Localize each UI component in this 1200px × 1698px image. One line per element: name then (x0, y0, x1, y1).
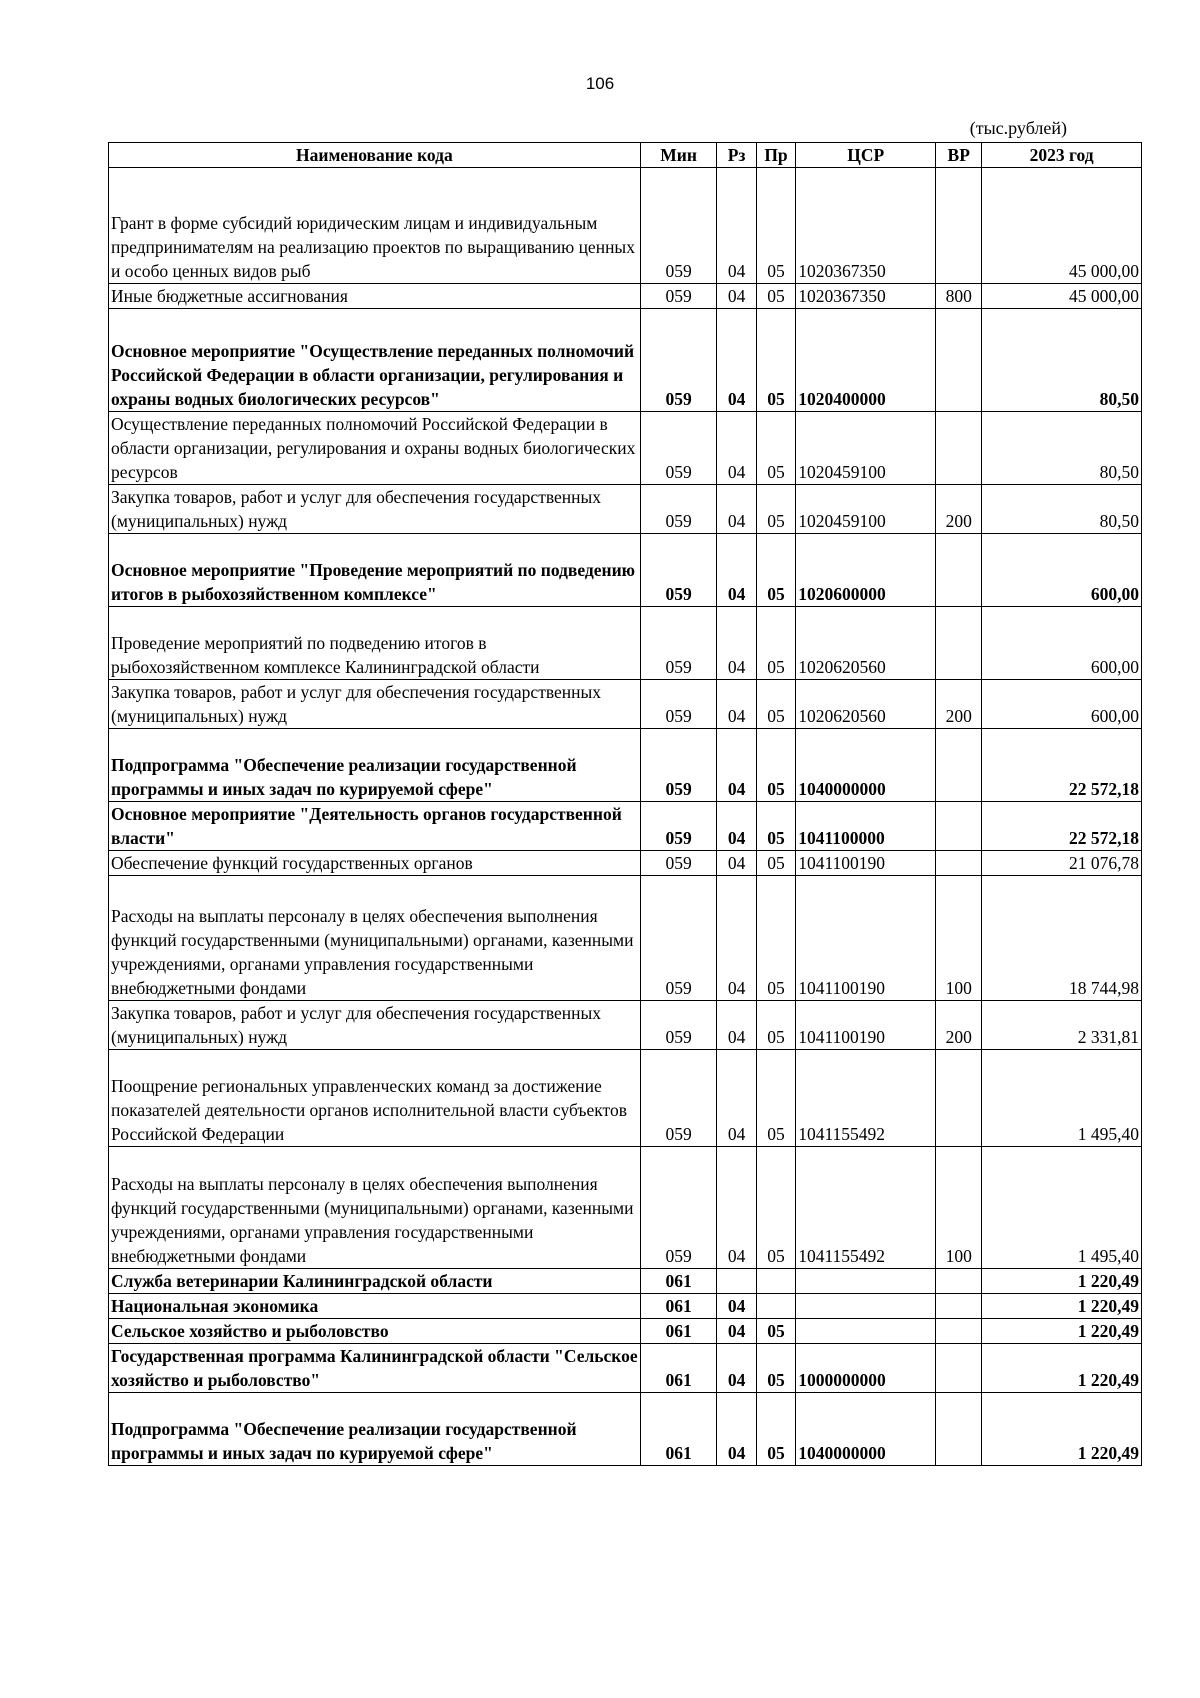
cell-vr (936, 802, 982, 851)
cell-min: 061 (640, 1269, 717, 1294)
cell-pr: 05 (756, 1147, 795, 1269)
cell-pr: 05 (756, 802, 795, 851)
table-row (109, 1050, 1142, 1147)
cell-pr: 05 (756, 607, 795, 680)
cell-vr: 200 (936, 680, 982, 729)
cell-pr: 05 (756, 1344, 795, 1393)
cell-pr: 05 (756, 485, 795, 534)
cell-rz: 04 (717, 1393, 756, 1466)
cell-min: 061 (640, 1319, 717, 1344)
cell-vr (936, 1050, 982, 1147)
cell-min: 059 (640, 534, 717, 607)
table-row (109, 1344, 1142, 1393)
cell-min: 059 (640, 680, 717, 729)
table-row (109, 729, 1142, 802)
table-row (109, 607, 1142, 680)
cell-name: Подпрограмма "Обеспечение реализации государственной программы и иных задач по курируемой сфере" (109, 1393, 641, 1466)
cell-amount: 2 331,81 (982, 1001, 1142, 1050)
cell-min: 059 (640, 1050, 717, 1147)
table-row (109, 802, 1142, 851)
cell-csr: 1040000000 (796, 1393, 936, 1466)
cell-amount: 80,50 (982, 412, 1142, 485)
cell-csr: 1041100190 (796, 1001, 936, 1050)
cell-csr (796, 1319, 936, 1344)
cell-csr: 1020620560 (796, 607, 936, 680)
cell-rz: 04 (717, 284, 756, 309)
cell-rz: 04 (717, 876, 756, 1001)
cell-name: Служба ветеринарии Калининградской области (109, 1269, 641, 1294)
units-label: (тыс.рублей) (969, 118, 1067, 138)
cell-csr: 1020459100 (796, 412, 936, 485)
cell-rz: 04 (717, 1344, 756, 1393)
cell-amount: 22 572,18 (982, 729, 1142, 802)
table-row (109, 1269, 1142, 1294)
cell-pr: 05 (756, 876, 795, 1001)
cell-min: 061 (640, 1294, 717, 1319)
cell-vr (936, 607, 982, 680)
cell-csr: 1020367350 (796, 284, 936, 309)
table-header-row (109, 143, 1142, 168)
cell-min: 059 (640, 802, 717, 851)
cell-min: 059 (640, 1001, 717, 1050)
cell-pr: 05 (756, 284, 795, 309)
cell-pr: 05 (756, 412, 795, 485)
cell-csr: 1020400000 (796, 309, 936, 412)
cell-vr: 200 (936, 1001, 982, 1050)
page-number: 106 (585, 74, 615, 93)
col-header-csr: ЦСР (796, 143, 936, 168)
cell-vr (936, 534, 982, 607)
cell-csr: 1041100190 (796, 851, 936, 876)
cell-min: 059 (640, 1147, 717, 1269)
cell-rz: 04 (717, 1147, 756, 1269)
cell-rz: 04 (717, 1294, 756, 1319)
cell-amount: 1 220,49 (982, 1269, 1142, 1294)
cell-pr (756, 1269, 795, 1294)
table-body (109, 168, 1142, 1466)
cell-min: 059 (640, 168, 717, 284)
cell-min: 061 (640, 1344, 717, 1393)
cell-name: Национальная экономика (109, 1294, 641, 1319)
cell-pr (756, 1294, 795, 1319)
cell-name: Основное мероприятие "Деятельность органов государственной власти" (109, 802, 641, 851)
table-row (109, 284, 1142, 309)
cell-min: 059 (640, 309, 717, 412)
table-row (109, 1147, 1142, 1269)
table-row (109, 851, 1142, 876)
cell-csr: 1041155492 (796, 1050, 936, 1147)
cell-min: 061 (640, 1393, 717, 1466)
cell-pr: 05 (756, 1001, 795, 1050)
cell-name: Расходы на выплаты персоналу в целях обеспечения выполнения функций государственными (муниципальными) органами, казенными учреждениями, органами управления государственными внебюджетными фондами (109, 876, 641, 1001)
col-header-vr: ВР (936, 143, 982, 168)
cell-amount: 1 220,49 (982, 1294, 1142, 1319)
cell-min: 059 (640, 607, 717, 680)
cell-rz: 04 (717, 1001, 756, 1050)
cell-name: Осуществление переданных полномочий Российской Федерации в области организации, регулирования и охраны водных биологических ресурсов (109, 412, 641, 485)
cell-name: Обеспечение функций государственных органов (109, 851, 641, 876)
table-row (109, 309, 1142, 412)
cell-csr: 1020620560 (796, 680, 936, 729)
cell-amount: 80,50 (982, 309, 1142, 412)
table-row (109, 1319, 1142, 1344)
table-row (109, 412, 1142, 485)
cell-rz: 04 (717, 309, 756, 412)
cell-vr (936, 1319, 982, 1344)
cell-amount: 1 495,40 (982, 1050, 1142, 1147)
cell-pr: 05 (756, 851, 795, 876)
cell-vr (936, 309, 982, 412)
cell-min: 059 (640, 876, 717, 1001)
cell-name: Закупка товаров, работ и услуг для обеспечения государственных (муниципальных) нужд (109, 680, 641, 729)
cell-name: Иные бюджетные ассигнования (109, 284, 641, 309)
col-header-min: Мин (640, 143, 717, 168)
cell-csr: 1040000000 (796, 729, 936, 802)
cell-rz: 04 (717, 1050, 756, 1147)
cell-pr: 05 (756, 680, 795, 729)
cell-csr: 1041100000 (796, 802, 936, 851)
cell-amount: 1 495,40 (982, 1147, 1142, 1269)
col-header-name: Наименование кода (109, 143, 641, 168)
cell-amount: 80,50 (982, 485, 1142, 534)
cell-pr: 05 (756, 534, 795, 607)
table-row (109, 1393, 1142, 1466)
cell-pr: 05 (756, 309, 795, 412)
table-row (109, 876, 1142, 1001)
cell-csr: 1000000000 (796, 1344, 936, 1393)
cell-amount: 600,00 (982, 607, 1142, 680)
cell-rz: 04 (717, 607, 756, 680)
cell-amount: 18 744,98 (982, 876, 1142, 1001)
cell-csr (796, 1294, 936, 1319)
col-header-year: 2023 год (982, 143, 1142, 168)
table-row (109, 1294, 1142, 1319)
cell-amount: 45 000,00 (982, 168, 1142, 284)
cell-name: Проведение мероприятий по подведению итогов в рыбохозяйственном комплексе Калининградской области (109, 607, 641, 680)
cell-vr (936, 412, 982, 485)
cell-amount: 600,00 (982, 534, 1142, 607)
col-header-rz: Рз (717, 143, 756, 168)
col-header-pr: Пр (756, 143, 795, 168)
cell-pr: 05 (756, 168, 795, 284)
cell-vr: 800 (936, 284, 982, 309)
cell-amount: 45 000,00 (982, 284, 1142, 309)
cell-csr: 1041100190 (796, 876, 936, 1001)
cell-name: Сельское хозяйство и рыболовство (109, 1319, 641, 1344)
cell-pr: 05 (756, 1393, 795, 1466)
cell-rz: 04 (717, 802, 756, 851)
cell-amount: 22 572,18 (982, 802, 1142, 851)
cell-pr: 05 (756, 1319, 795, 1344)
cell-rz: 04 (717, 1319, 756, 1344)
cell-name: Закупка товаров, работ и услуг для обеспечения государственных (муниципальных) нужд (109, 1001, 641, 1050)
cell-min: 059 (640, 485, 717, 534)
table-row (109, 168, 1142, 284)
cell-rz: 04 (717, 851, 756, 876)
cell-vr (936, 1294, 982, 1319)
cell-vr: 100 (936, 876, 982, 1001)
cell-name: Закупка товаров, работ и услуг для обеспечения государственных (муниципальных) нужд (109, 485, 641, 534)
cell-amount: 1 220,49 (982, 1344, 1142, 1393)
cell-min: 059 (640, 851, 717, 876)
table-row (109, 485, 1142, 534)
cell-csr: 1020367350 (796, 168, 936, 284)
cell-rz (717, 1269, 756, 1294)
cell-amount: 1 220,49 (982, 1319, 1142, 1344)
cell-min: 059 (640, 729, 717, 802)
cell-name: Поощрение региональных управленческих команд за достижение показателей деятельности органов исполнительной власти субъектов Российской Федерации (109, 1050, 641, 1147)
cell-pr: 05 (756, 1050, 795, 1147)
cell-min: 059 (640, 284, 717, 309)
cell-rz: 04 (717, 729, 756, 802)
table-row (109, 680, 1142, 729)
cell-vr (936, 1344, 982, 1393)
cell-csr (796, 1269, 936, 1294)
cell-vr (936, 1269, 982, 1294)
cell-min: 059 (640, 412, 717, 485)
cell-vr (936, 851, 982, 876)
cell-rz: 04 (717, 485, 756, 534)
cell-rz: 04 (717, 168, 756, 284)
cell-name: Грант в форме субсидий юридическим лицам и индивидуальным предпринимателям на реализацию проектов по выращиванию ценных и особо ценных видов рыб (109, 168, 641, 284)
cell-vr: 100 (936, 1147, 982, 1269)
cell-name: Основное мероприятие "Осуществление переданных полномочий Российской Федерации в области организации, регулирования и охраны водных биологических ресурсов" (109, 309, 641, 412)
budget-table (108, 142, 1142, 1466)
cell-name: Основное мероприятие "Проведение мероприятий по подведению итогов в рыбохозяйственном комплексе" (109, 534, 641, 607)
cell-name: Подпрограмма "Обеспечение реализации государственной программы и иных задач по курируемой сфере" (109, 729, 641, 802)
cell-vr (936, 729, 982, 802)
cell-vr (936, 1393, 982, 1466)
cell-vr (936, 168, 982, 284)
cell-name: Расходы на выплаты персоналу в целях обеспечения выполнения функций государственными (муниципальными) органами, казенными учреждениями, органами управления государственными внебюджетными фондами (109, 1147, 641, 1269)
cell-name: Государственная программа Калининградской области "Сельское хозяйство и рыболовство" (109, 1344, 641, 1393)
cell-amount: 1 220,49 (982, 1393, 1142, 1466)
cell-amount: 21 076,78 (982, 851, 1142, 876)
cell-rz: 04 (717, 412, 756, 485)
cell-pr: 05 (756, 729, 795, 802)
cell-csr: 1020459100 (796, 485, 936, 534)
cell-csr: 1041155492 (796, 1147, 936, 1269)
cell-csr: 1020600000 (796, 534, 936, 607)
cell-amount: 600,00 (982, 680, 1142, 729)
cell-rz: 04 (717, 680, 756, 729)
cell-rz: 04 (717, 534, 756, 607)
cell-vr: 200 (936, 485, 982, 534)
table-row (109, 1001, 1142, 1050)
table-row (109, 534, 1142, 607)
